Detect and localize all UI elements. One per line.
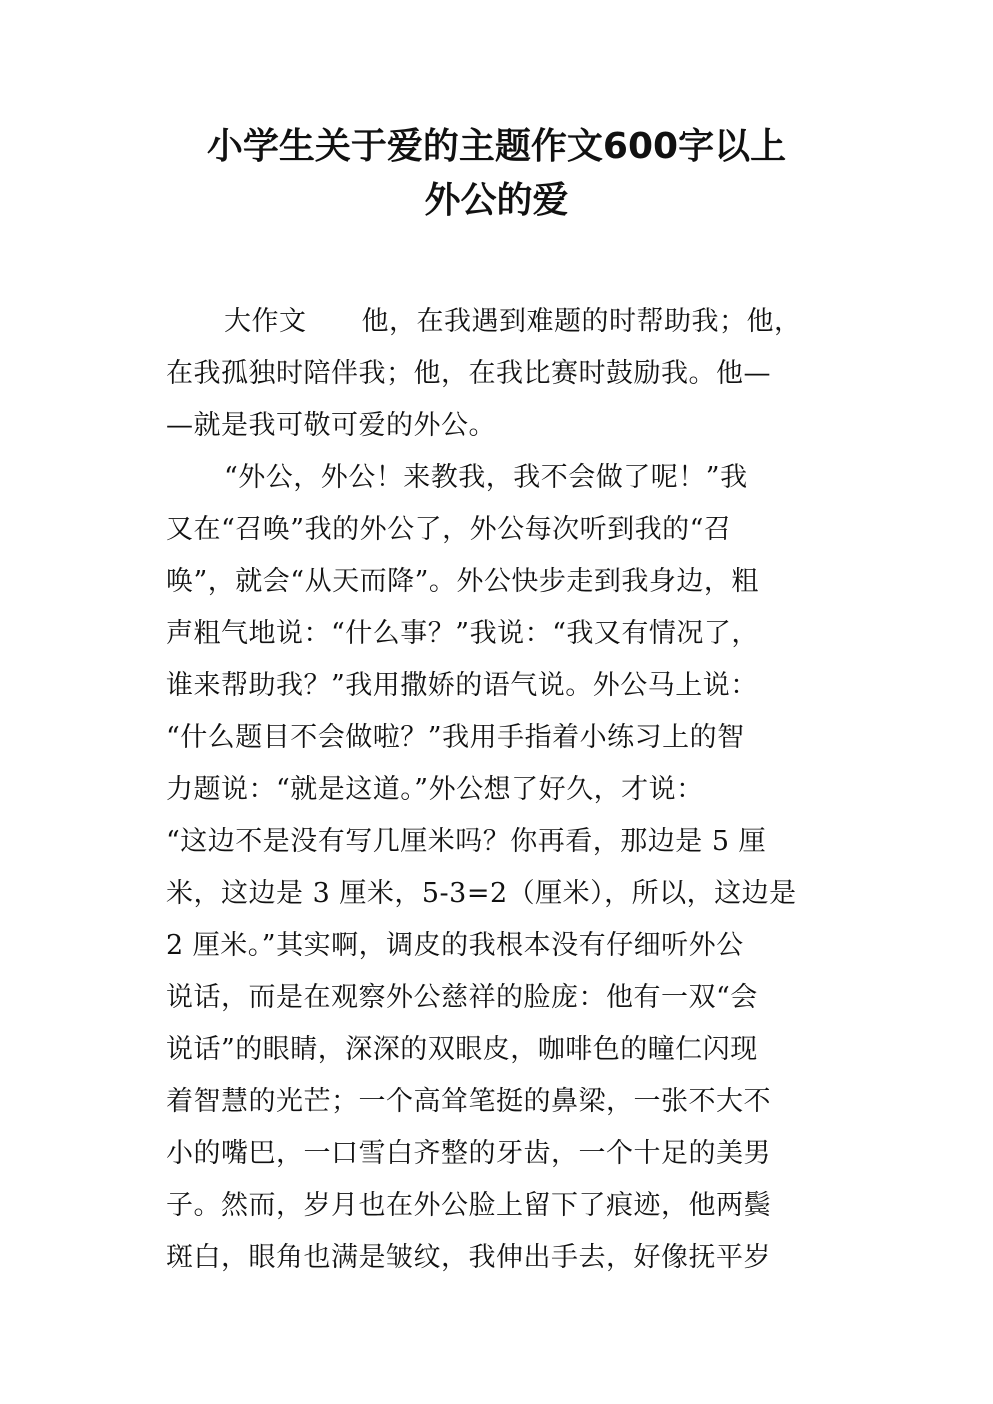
text-line: 米，这边是 3 厘米，5-3=2（厘米），所以，这边是	[166, 878, 797, 909]
text-line: “外公，外公！来教我，我不会做了呢！”我	[224, 462, 748, 493]
text-line: 子。然而，岁月也在外公脸上留下了痕迹，他两鬓	[166, 1190, 771, 1221]
text-line: 小的嘴巴，一口雪白齐整的牙齿，一个十足的美男	[166, 1138, 771, 1169]
text-line: “什么题目不会做啦？”我用手指着小练习上的智	[166, 722, 745, 753]
text-line: “这边不是没有写几厘米吗？你再看，那边是 5 厘	[166, 826, 767, 857]
title-line-2: 外公的爱	[424, 180, 569, 221]
text-line: 说话，而是在观察外公慈祥的脸庞：他有一双“会	[166, 982, 758, 1013]
text-line: 又在“召唤”我的外公了，外公每次听到我的“召	[166, 514, 732, 545]
text-line: 着智慧的光芒；一个高耸笔挺的鼻梁，一张不大不	[166, 1086, 771, 1117]
text-line: 声粗气地说：“什么事？”我说：“我又有情况了，	[166, 618, 759, 649]
text-line: 大作文 他，在我遇到难题的时帮助我；他，	[224, 306, 802, 337]
text-line: —就是我可敬可爱的外公。	[166, 410, 496, 441]
title-line-1: 小学生关于爱的主题作文600字以上	[206, 126, 787, 167]
text-line: 斑白，眼角也满是皱纹，我伸出手去，好像抚平岁	[166, 1242, 771, 1273]
text-line: 唤”，就会“从天而降”。外公快步走到我身边，粗	[166, 566, 759, 597]
text-line: 2 厘米。”其实啊，调皮的我根本没有仔细听外公	[166, 930, 744, 961]
text-line: 说话”的眼睛，深深的双眼皮，咖啡色的瞳仁闪现	[166, 1034, 758, 1065]
text-line: 在我孤独时陪伴我；他，在我比赛时鼓励我。他—	[166, 358, 771, 389]
essay-body	[166, 296, 834, 1284]
document-title	[0, 120, 993, 228]
text-line: 谁来帮助我？”我用撒娇的语气说。外公马上说：	[166, 670, 758, 701]
text-line: 力题说：“就是这道。”外公想了好久，才说：	[166, 774, 704, 805]
